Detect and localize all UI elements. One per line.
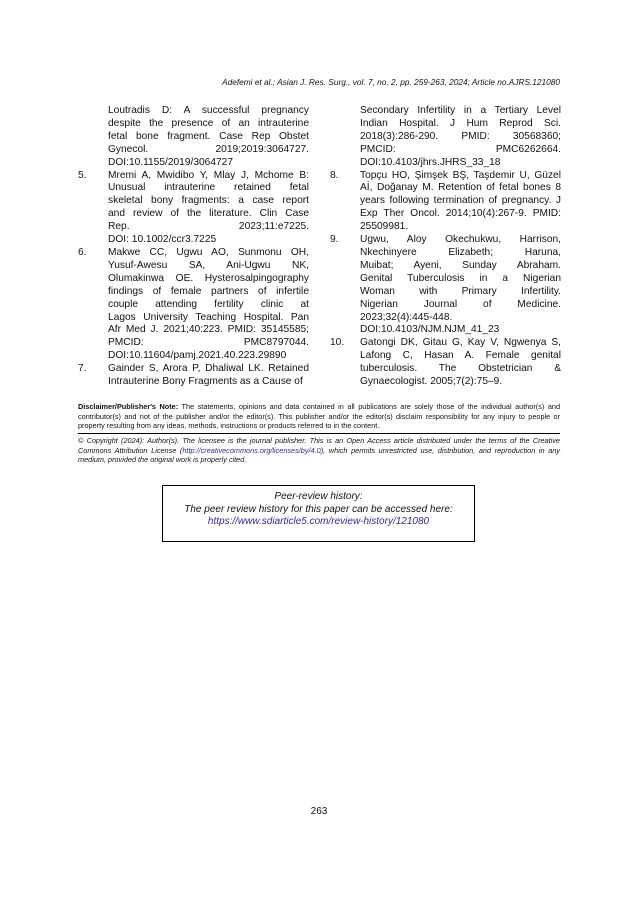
- reference-line: Secondary Infertility in a Tertiary Level: [360, 105, 561, 116]
- reference-line: Loutradis D: A successful pregnancy: [108, 105, 309, 116]
- reference-text: [108, 247, 309, 363]
- reference-line: PMCID: PMC8797044.: [108, 337, 309, 349]
- reference-number: 9.: [330, 234, 339, 246]
- reference-line: 2023;32(4):445-448.: [360, 311, 453, 323]
- reference-line: despite the presence of an intrauterine: [108, 117, 309, 129]
- running-header: Adefemi et al.; Asian J. Res. Surg., vol. 7, no. 2, pp. 259-263, 2024; Article no.AJRS.121080: [222, 77, 560, 87]
- reference-line: 2018(3):286-290. PMID: 30568360;: [360, 130, 561, 142]
- reference-line: Nkechinyere Elizabeth; Haruna,: [360, 246, 561, 258]
- reference-number: 5.: [78, 169, 87, 181]
- reference-line: fetal bone fragment. Case Rep Obstet: [108, 130, 309, 142]
- references-right-column: [330, 105, 561, 389]
- page-number: 263: [310, 806, 328, 817]
- license-link[interactable]: http://creativecommons.org/licenses/by/4.0: [182, 445, 321, 455]
- reference-line: DOI:10.4103/jhrs.JHRS_33_18: [360, 156, 501, 168]
- reference-line: Genital Tuberculosis in a Nigerian: [360, 272, 561, 284]
- reference-item: [78, 363, 309, 389]
- reference-item: [78, 247, 309, 363]
- reference-line: and review of the literature. Clin Case: [108, 208, 309, 220]
- copyright-text-before: © Copyright (2024): Author(s). The licensee is the journal publisher. This is an Open Access article distributed under the terms of the Creative Commons Attribution License (: [78, 436, 560, 455]
- copyright-text-after: ), which permits unrestricted use, distribution, and reproduction in any medium, provided the original work is properly cited.: [78, 445, 560, 465]
- reference-line: Indian Hospital. J Hum Reprod Sci.: [360, 117, 561, 129]
- reference-line: DOI: 10.1002/ccr3.7225: [108, 234, 217, 246]
- reference-text: [360, 337, 561, 389]
- reference-line: DOI:10.1155/2019/3064727: [108, 156, 233, 168]
- disclaimer-note: [78, 402, 560, 431]
- reference-line: Makwe CC, Ugwu AO, Sunmonu OH,: [108, 246, 309, 258]
- reference-line: Exp Ther Oncol. 2014;10(4):267-9. PMID:: [360, 208, 561, 220]
- reference-line: Woman with Primary Infertility.: [360, 285, 561, 297]
- reference-text: [108, 105, 309, 170]
- reference-line: couple attending fertility clinic at: [108, 298, 309, 310]
- reference-line: DOI:10.4103/NJM.NJM_41_23: [360, 324, 500, 336]
- peer-review-title: Peer-review history:: [274, 491, 363, 502]
- reference-item: [330, 170, 561, 235]
- reference-line: Nigerian Journal of Medicine.: [360, 298, 561, 310]
- reference-item: [330, 105, 561, 170]
- reference-number: 8.: [330, 169, 339, 181]
- disclaimer-label: Disclaimer/Publisher's Note:: [78, 402, 179, 411]
- reference-line: Gainder S, Arora P, Dhaliwal LK. Retained: [108, 363, 309, 375]
- copyright-notice: [78, 436, 560, 465]
- divider-rule: [78, 433, 560, 434]
- reference-item: [78, 170, 309, 247]
- reference-line: Aİ, Doğanay M. Retention of fetal bones 8: [360, 182, 561, 194]
- reference-line: Olumakinwa OE. Hysterosalpingography: [108, 272, 309, 284]
- reference-line: Gatongi DK, Gitau G, Kay V, Ngwenya S,: [360, 337, 561, 349]
- reference-line: DOI:10.11604/pamj.2021.40.223.29890: [108, 350, 287, 362]
- reference-line: PMCID: PMC6262664.: [360, 143, 561, 155]
- reference-number: 10.: [330, 337, 345, 349]
- reference-line: Gynecol. 2019;2019:3064727.: [108, 143, 309, 155]
- reference-line: findings of female partners of infertile: [108, 285, 309, 297]
- reference-line: Muibat; Ayeni, Sunday Abraham.: [360, 259, 561, 271]
- reference-line: Mremi A, Mwidibo Y, Mlay J, Mchome B:: [108, 169, 309, 181]
- reference-line: Intrauterine Bony Fragments as a Cause of: [108, 376, 303, 388]
- reference-item: [78, 105, 309, 170]
- references-left-column: [78, 105, 309, 389]
- reference-line: Ugwu, Aloy Okechukwu, Harrison,: [360, 234, 561, 246]
- reference-line: skeletal bony fragments: a case report: [108, 195, 309, 207]
- reference-line: Rep. 2023;11:e7225.: [108, 221, 309, 233]
- reference-line: Yusuf-Awesu SA, Ani-Ugwu NK,: [108, 259, 309, 271]
- reference-text: [108, 363, 309, 389]
- reference-line: tuberculosis. The Obstetrician &: [360, 363, 561, 375]
- reference-item: [330, 337, 561, 389]
- peer-review-link[interactable]: https://www.sdiarticle5.com/review-history/121080: [207, 516, 430, 528]
- reference-number: 7.: [78, 363, 87, 375]
- reference-line: 25509981.: [360, 221, 409, 233]
- peer-review-box: [162, 485, 475, 542]
- reference-line: Topçu HO, Şimşek BŞ, Taşdemir U, Güzel: [360, 169, 561, 181]
- reference-number: 6.: [78, 246, 87, 258]
- reference-text: [360, 105, 561, 170]
- reference-line: Afr Med J. 2021;40:223. PMID: 35145585;: [108, 324, 309, 336]
- peer-review-subtitle: The peer review history for this paper can be accessed here:: [184, 503, 453, 515]
- disclaimer-text: The statements, opinions and data contained in all publications are solely those of the individual author(s) and contributor(s) and not of the publisher and/or the editor(s). This publisher and/or the editor(s) disclaim responsibility for any injury to people or property resulting from any ideas, methods, instructions or products referred to in the content.: [78, 402, 561, 431]
- reference-line: Lagos University Teaching Hospital. Pan: [108, 311, 309, 323]
- reference-line: Unusual intrauterine retained fetal: [108, 182, 309, 194]
- reference-text: [360, 170, 561, 235]
- reference-line: years following termination of pregnancy. J: [360, 195, 561, 207]
- reference-item: [330, 234, 561, 337]
- reference-text: [360, 234, 561, 337]
- reference-line: Lafong C, Hasan A. Female genital: [360, 350, 561, 362]
- reference-line: Gynaecologist. 2005;7(2):75–9.: [360, 376, 503, 388]
- reference-text: [108, 170, 309, 247]
